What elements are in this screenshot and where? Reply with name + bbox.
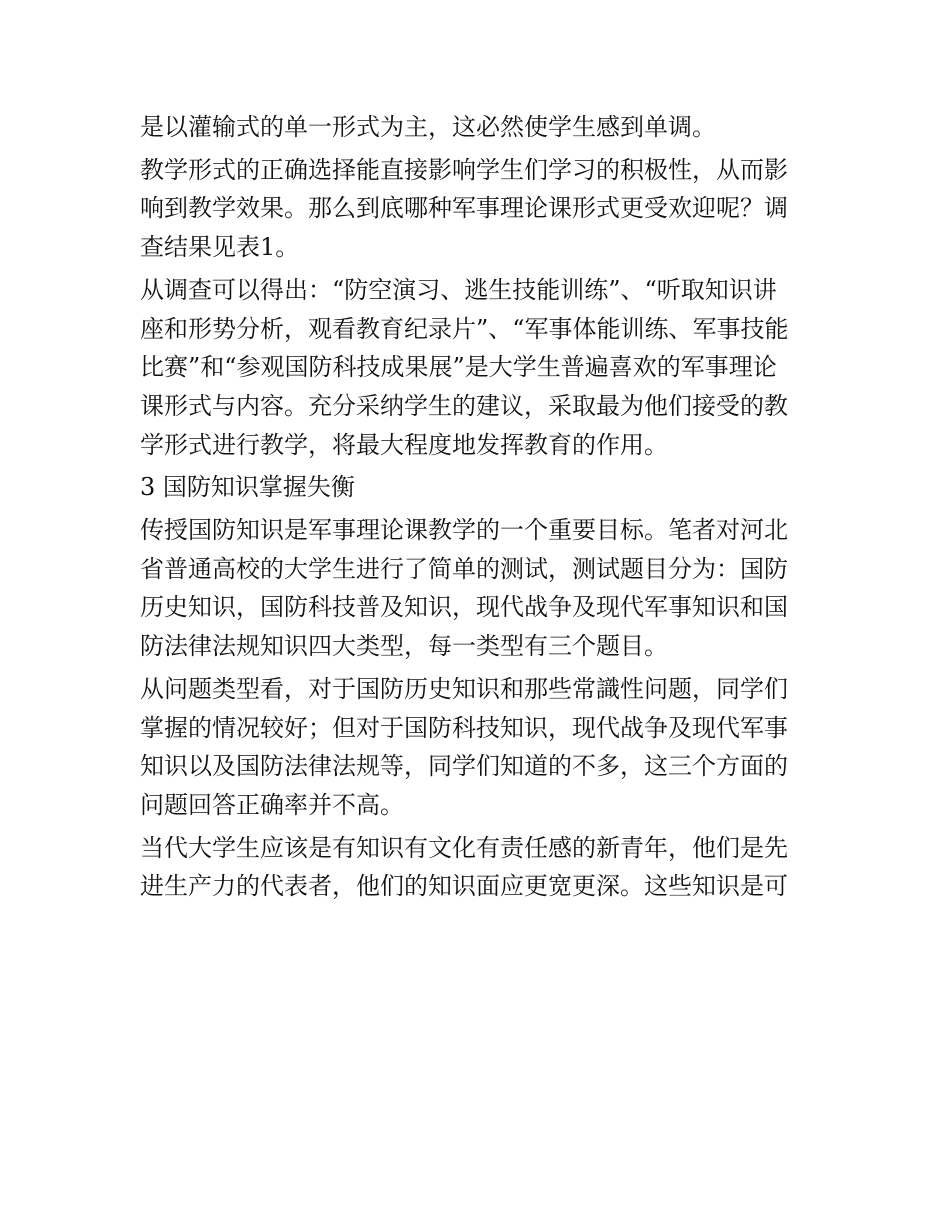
text-line: 是以灌输式的单一形式为主，这必然使学生感到单调。 bbox=[140, 113, 716, 141]
text-line: 防法律法规知识四大类型，每一类型有三个题目。 bbox=[140, 632, 668, 661]
text-line: 课形式与内容。充分采纳学生的建议，采取最为他们接受的教 bbox=[140, 391, 788, 420]
paragraph-5 bbox=[140, 670, 812, 825]
document-body bbox=[140, 108, 812, 906]
text-line: 当代大学生应该是有知识有文化有责任感的新青年，他们是先 bbox=[140, 833, 788, 862]
paragraph-4 bbox=[140, 511, 812, 666]
text-line: 历史知识，国防科技普及知识，现代战争及现代军事知识和国 bbox=[140, 593, 788, 622]
text-line: 教学形式的正确选择能直接影响学生们学习的积极性，从而影 bbox=[140, 155, 788, 184]
text-line: 学形式进行教学，将最大程度地发挥教育的作用。 bbox=[140, 430, 668, 459]
paragraph-1 bbox=[140, 108, 812, 147]
text-line: 掌握的情况较好；但对于国防科技知识，现代战争及现代军事 bbox=[140, 713, 788, 742]
text-line: 比赛”和“参观国防科技成果展”是大学生普遍喜欢的军事理论 bbox=[140, 353, 777, 382]
text-line: 从问题类型看，对于国防历史知识和那些常識性问题，同学们 bbox=[140, 674, 788, 703]
text-line: 响到教学效果。那么到底哪种军事理论课形式更受欢迎呢？调 bbox=[140, 194, 788, 223]
text-line: 座和形势分析，观看教育纪录片”、“军事体能训练、军事技能 bbox=[140, 314, 789, 343]
text-line: 查结果见表1。 bbox=[140, 233, 300, 262]
text-line: 省普通高校的大学生进行了简单的测试，测试题目分为：国防 bbox=[140, 554, 788, 583]
paragraph-2 bbox=[140, 151, 812, 267]
text-line: 知识以及国防法律法规等，同学们知道的不多，这三个方面的 bbox=[140, 752, 788, 781]
text-line: 传授国防知识是军事理论课教学的一个重要目标。笔者对河北 bbox=[140, 516, 788, 545]
heading-line: 3 国防知识掌握失衡 bbox=[140, 473, 355, 502]
paragraph-6 bbox=[140, 829, 812, 906]
text-line: 从调查可以得出：“防空演习、逃生技能训练”、“听取知识讲 bbox=[140, 275, 777, 304]
paragraph-3 bbox=[140, 271, 812, 465]
text-line: 进生产力的代表者，他们的知识面应更宽更深。这些知识是可 bbox=[140, 872, 788, 901]
section-heading bbox=[140, 468, 812, 507]
text-line: 问题回答正确率并不高。 bbox=[140, 790, 404, 819]
